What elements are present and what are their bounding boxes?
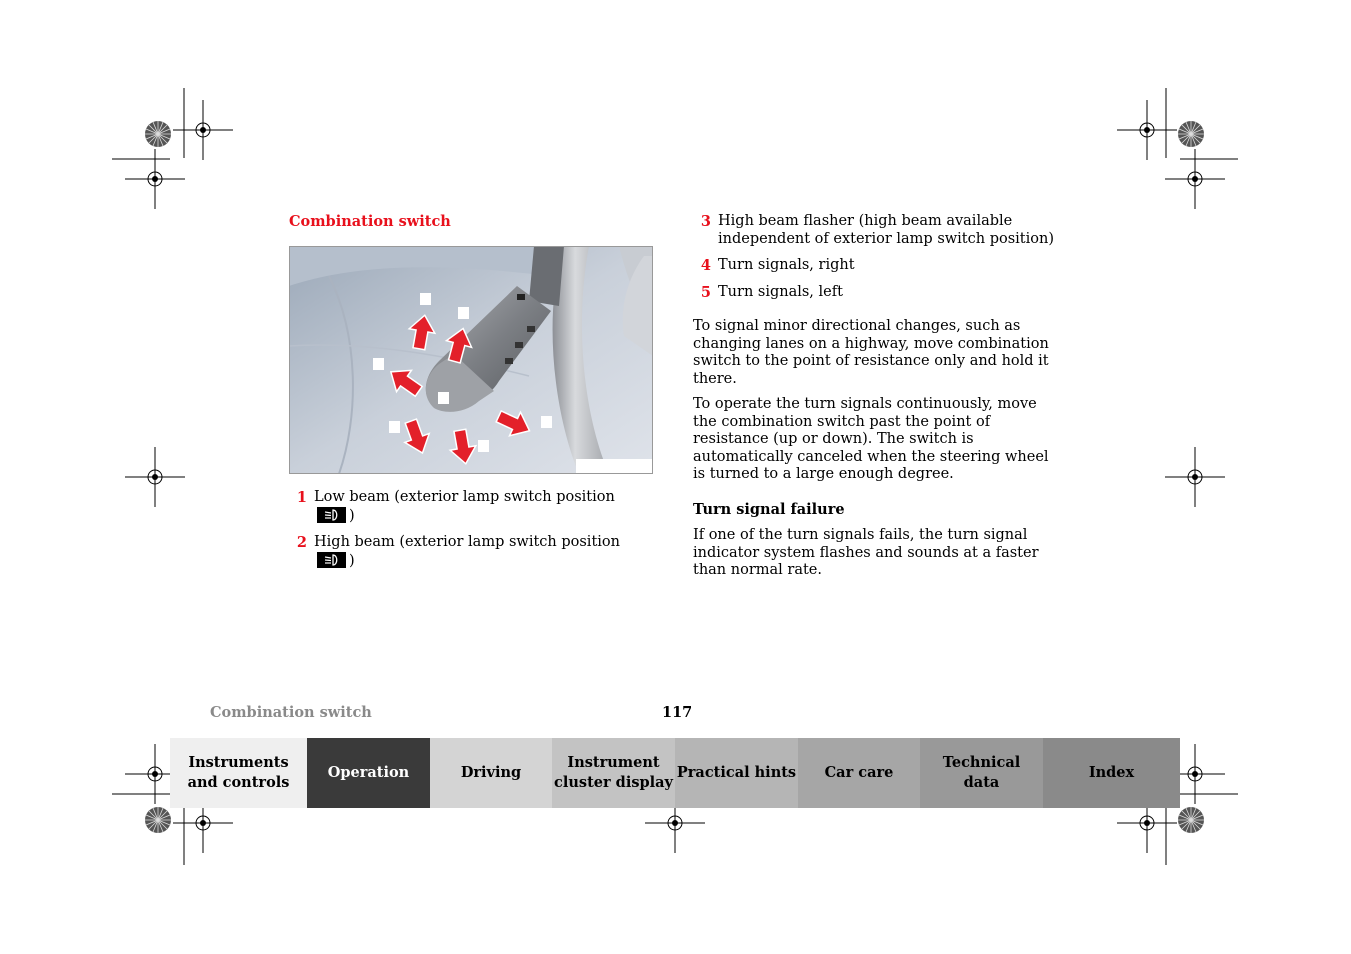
list-item: [693, 257, 1063, 275]
item-text: High beam (exterior lamp switch position: [314, 534, 620, 550]
list-item: [289, 489, 649, 525]
list-item: [693, 284, 1063, 302]
paragraph: To operate the turn signals continuously, move the combination switch past the point of resistance (up or down). The switch is automatically canceled when the steering wheel is turned to a large enough degree.: [693, 396, 1049, 482]
running-title: Combination switch: [210, 704, 372, 721]
tab-technical-data[interactable]: [920, 738, 1043, 808]
item-text: High beam flasher (high beam available independent of exterior lamp switch position): [718, 213, 1054, 247]
tab-label: data: [963, 774, 1000, 791]
page-number: 117: [662, 704, 693, 721]
item-text: Turn signals, left: [718, 283, 843, 300]
item-number: 5: [700, 283, 711, 301]
low-beam-icon: [317, 552, 346, 568]
tab-instruments-and-controls[interactable]: [170, 738, 307, 808]
low-beam-icon: [317, 507, 346, 523]
paragraph: To signal minor directional changes, such as changing lanes on a highway, move combination switch to the point of resistance only and hold it there.: [693, 318, 1049, 387]
combination-switch-illustration: [289, 246, 653, 474]
paragraph: If one of the turn signals fails, the turn signal indicator system flashes and sounds at a faster than normal rate.: [693, 527, 1039, 578]
list-item: [693, 213, 1063, 248]
tab-label: and controls: [187, 774, 290, 791]
tab-car-care[interactable]: [798, 738, 920, 808]
tab-label: cluster display: [554, 774, 673, 791]
subheading: Turn signal failure: [693, 500, 845, 518]
tab-label: Car care: [824, 764, 894, 781]
tab-label: Practical hints: [676, 764, 797, 781]
item-text-suffix: ): [349, 507, 355, 524]
item-text-suffix: ): [349, 552, 355, 569]
section-title: Combination switch: [289, 213, 451, 230]
item-number: 2: [296, 534, 307, 551]
tab-label: Operation: [327, 764, 410, 781]
tab-label: Technical: [942, 754, 1021, 771]
list-item: [289, 534, 649, 570]
item-number: 1: [296, 489, 307, 506]
chapter-nav: [170, 738, 1180, 808]
tab-label: Index: [1088, 764, 1135, 781]
figure-callout-list: [289, 489, 649, 579]
tab-index[interactable]: [1043, 738, 1180, 808]
item-number: 4: [700, 257, 711, 274]
item-text: Low beam (exterior lamp switch position: [314, 489, 615, 505]
item-text: Turn signals, right: [718, 257, 855, 273]
tab-label: Instrument: [567, 754, 660, 771]
tab-operation[interactable]: [307, 738, 430, 808]
tab-instrument-cluster-display[interactable]: [552, 738, 675, 808]
tab-label: Instruments: [188, 754, 289, 771]
tab-practical-hints[interactable]: [675, 738, 798, 808]
tab-driving[interactable]: [430, 738, 552, 808]
item-number: 3: [700, 213, 711, 230]
tab-label: Driving: [460, 764, 522, 781]
right-column: [693, 213, 1063, 588]
